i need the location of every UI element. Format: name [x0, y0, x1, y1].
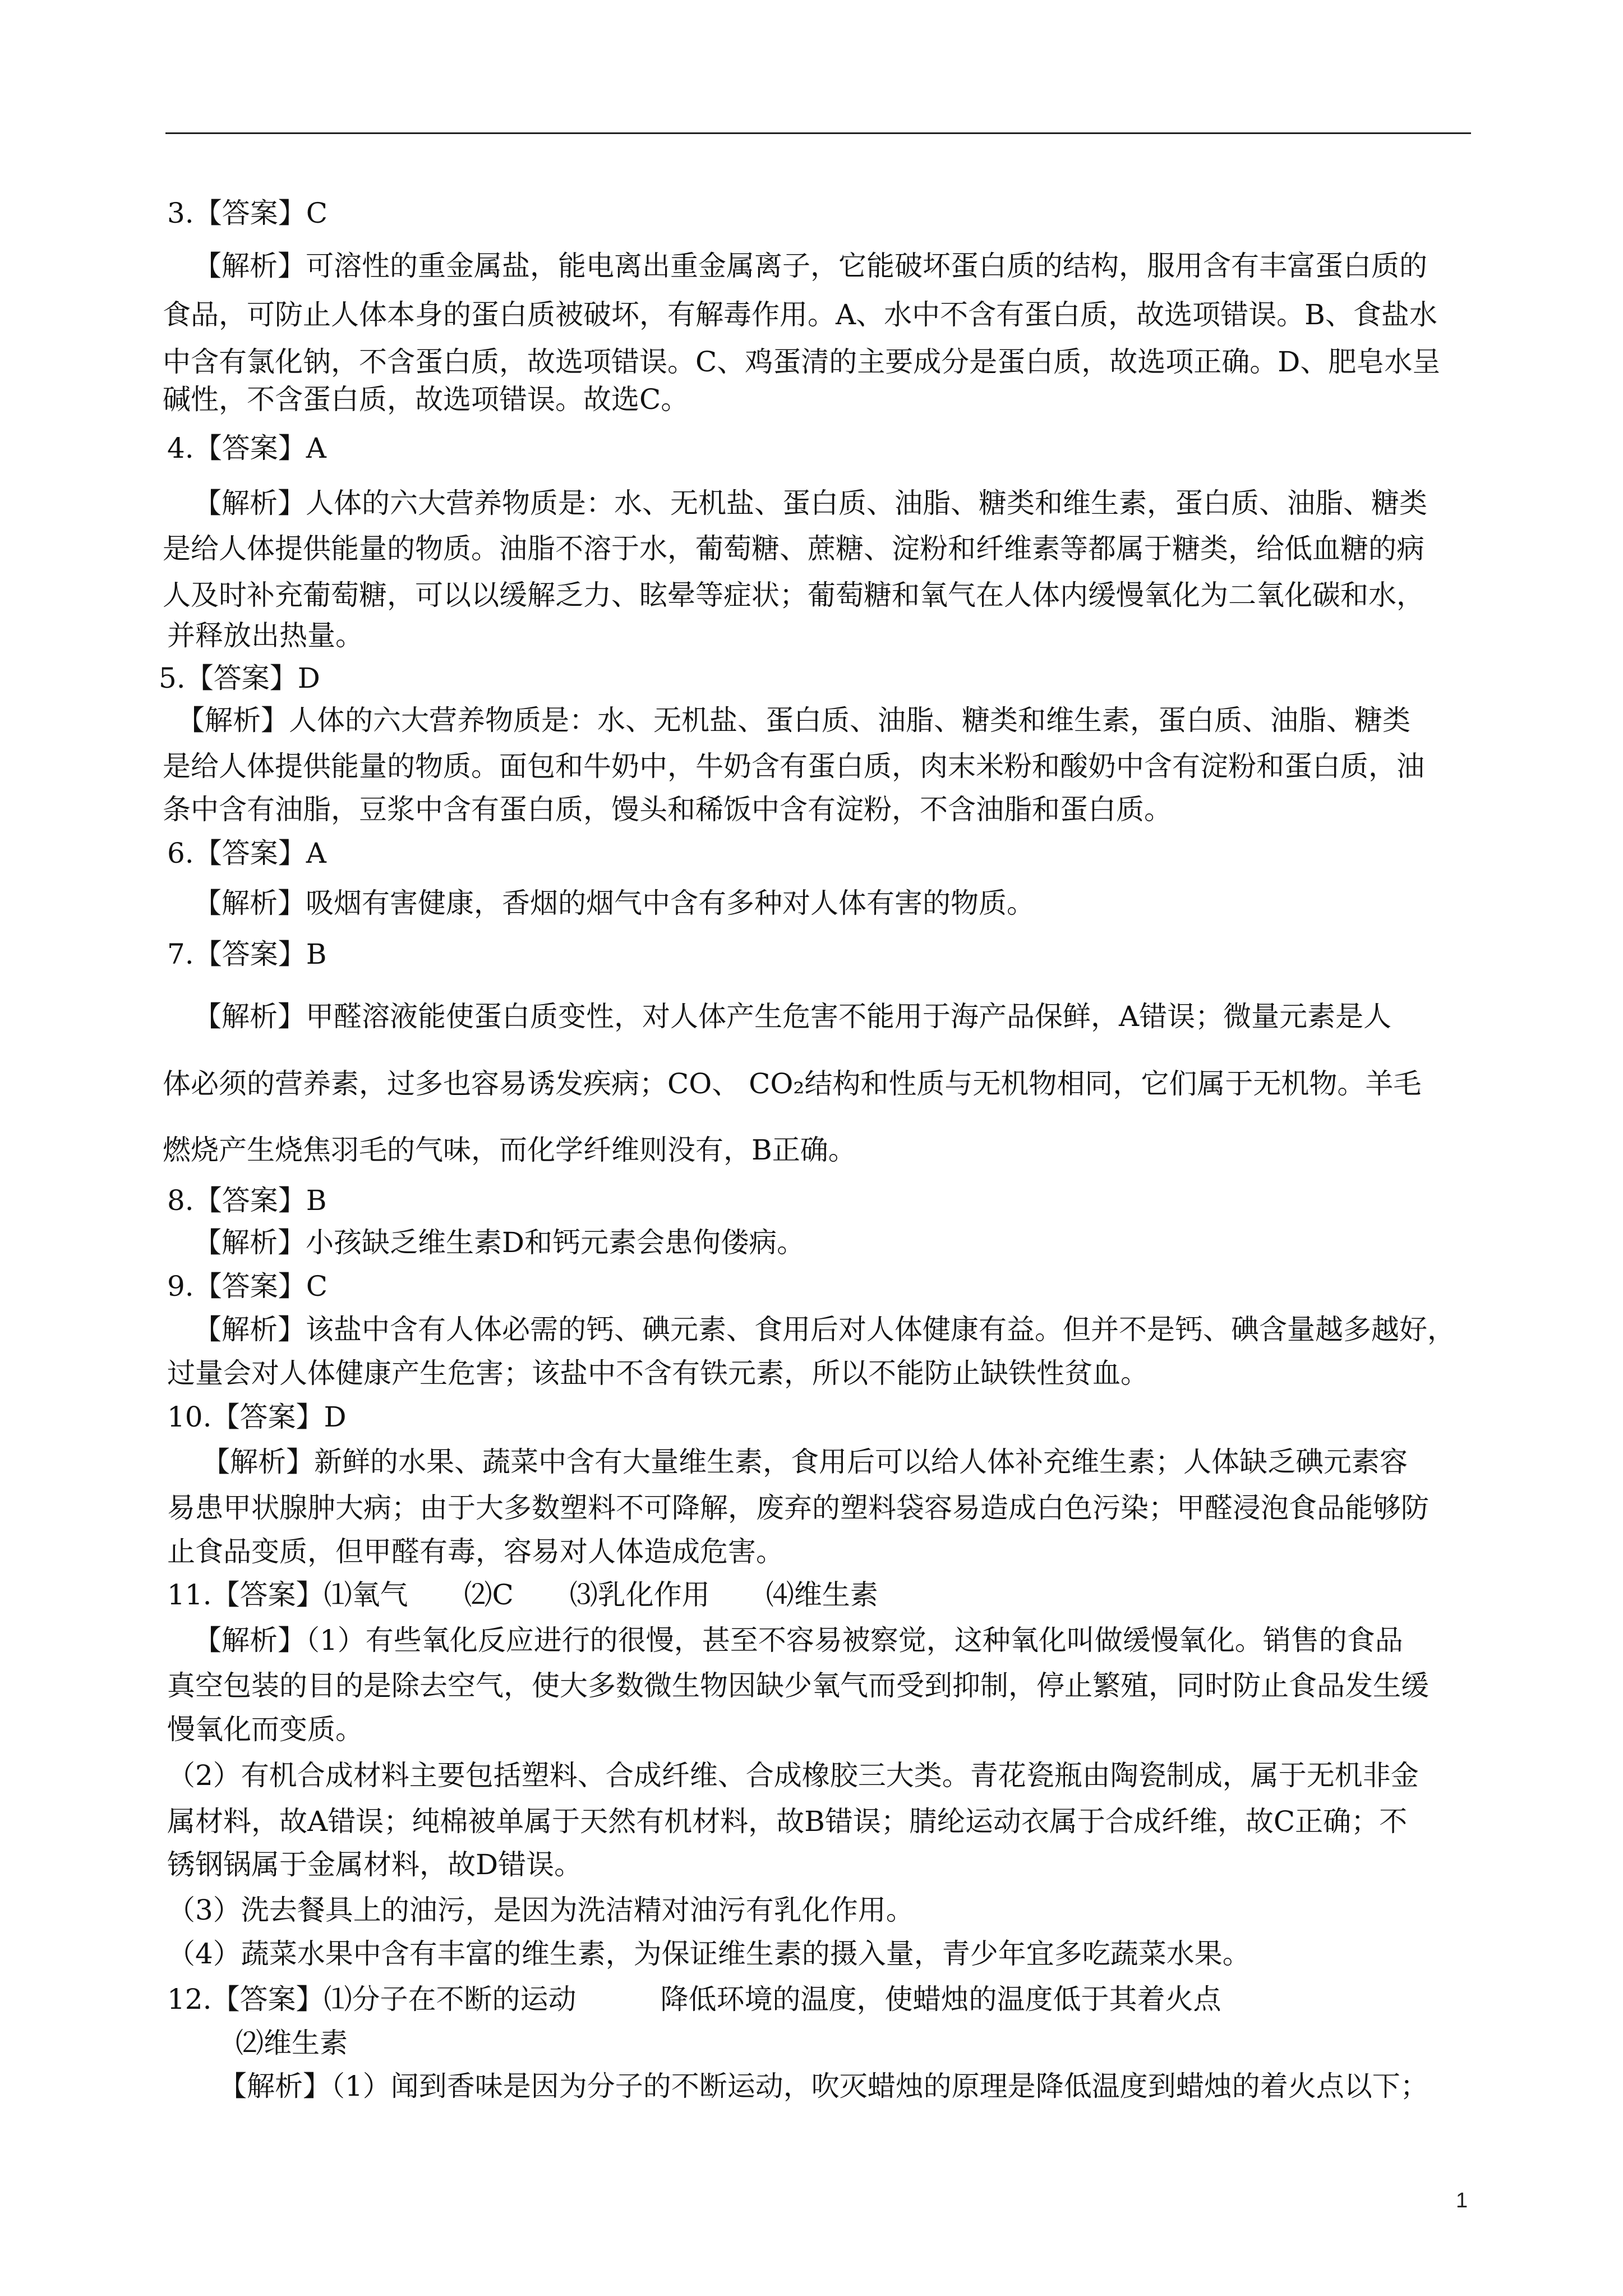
- text-line: 11.【答案】⑴氧气 ⑵C ⑶乳化作用 ⑷维生素: [167, 1579, 878, 1611]
- text-line: 食品，可防止人体本身的蛋白质被破坏，有解毒作用。A、水中不含有蛋白质，故选项错误。B、食盐水: [163, 298, 1437, 331]
- text-line: ⑵维生素: [236, 2027, 348, 2059]
- text-line: 6.【答案】A: [167, 837, 326, 869]
- text-line: 7.【答案】B: [167, 938, 327, 970]
- text-line: 10.【答案】D: [167, 1401, 347, 1433]
- text-line: 真空包装的目的是除去空气，使大多数微生物因缺少氧气而受到抑制，停止繁殖，同时防止食品发生缓: [167, 1669, 1429, 1702]
- text-line: （2）有机合成材料主要包括塑料、合成纤维、合成橡胶三大类。青花瓷瓶由陶瓷制成，属于无机非金: [167, 1759, 1419, 1792]
- text-line: 体必须的营养素，过多也容易诱发疾病；CO、 CO₂结构和性质与无机物相同，它们属于无机物。羊毛: [163, 1068, 1422, 1100]
- text-line: 中含有氯化钠，不含蛋白质，故选项错误。C、鸡蛋清的主要成分是蛋白质，故选项正确。D、肥皂水呈: [163, 346, 1441, 378]
- text-line: 易患甲状腺肿大病；由于大多数塑料不可降解，废弃的塑料袋容易造成白色污染；甲醛浸泡食品能够防: [167, 1492, 1429, 1524]
- text-line: 慢氧化而变质。: [167, 1713, 363, 1746]
- text-line: 【解析】甲醛溶液能使蛋白质变性，对人体产生危害不能用于海产品保鲜，A错误；微量元素是人: [193, 1000, 1392, 1033]
- text-line: （4）蔬菜水果中含有丰富的维生素，为保证维生素的摄入量，青少年宜多吃蔬菜水果。: [167, 1938, 1251, 1970]
- header-rule: [165, 132, 1471, 134]
- text-line: 5.【答案】D: [159, 662, 320, 694]
- text-line: 【解析】可溶性的重金属盐，能电离出重金属离子，它能破坏蛋白质的结构，服用含有丰富蛋白质的: [193, 250, 1427, 282]
- text-line: 属材料，故A错误；纯棉被单属于天然有机材料，故B错误；腈纶运动衣属于合成纤维，故C正确；不: [167, 1805, 1408, 1838]
- text-line: 【解析】人体的六大营养物质是：水、无机盐、蛋白质、油脂、糖类和维生素，蛋白质、油脂、糖类: [177, 704, 1410, 737]
- text-line: 条中含有油脂，豆浆中含有蛋白质，馒头和稀饭中含有淀粉，不含油脂和蛋白质。: [163, 793, 1172, 826]
- text-line: 【解析】吸烟有害健康，香烟的烟气中含有多种对人体有害的物质。: [193, 887, 1035, 919]
- text-line: 【解析】小孩缺乏维生素D和钙元素会患佝偻病。: [193, 1226, 805, 1259]
- text-line: 过量会对人体健康产生危害；该盐中不含有铁元素，所以不能防止缺铁性贫血。: [167, 1357, 1149, 1389]
- text-line: 4.【答案】A: [167, 432, 326, 464]
- text-line: 【解析】新鲜的水果、蔬菜中含有大量维生素，食用后可以给人体补充维生素；人体缺乏碘元素容: [202, 1446, 1408, 1478]
- text-line: 并释放出热量。: [167, 619, 363, 652]
- text-line: 8.【答案】B: [167, 1184, 327, 1217]
- text-line: 9.【答案】C: [167, 1270, 328, 1303]
- text-line: 碱性，不含蛋白质，故选项错误。故选C。: [163, 383, 689, 416]
- text-line: 【解析】该盐中含有人体必需的钙、碘元素、食用后对人体健康有益。但并不是钙、碘含量越多越好，: [193, 1313, 1455, 1346]
- text-line: 是给人体提供能量的物质。油脂不溶于水，葡萄糖、蔗糖、淀粉和纤维素等都属于糖类，给低血糖的病: [163, 532, 1424, 565]
- page-number: 1: [1456, 2189, 1468, 2212]
- text-line: 【解析】（1）有些氧化反应进行的很慢，甚至不容易被察觉，这种氧化叫做缓慢氧化。销售的食品: [193, 1624, 1403, 1657]
- text-line: 【解析】人体的六大营养物质是：水、无机盐、蛋白质、油脂、糖类和维生素，蛋白质、油脂、糖类: [193, 487, 1427, 519]
- text-line: 3.【答案】C: [167, 197, 328, 229]
- text-line: 人及时补充葡萄糖，可以以缓解乏力、眩晕等症状；葡萄糖和氧气在人体内缓慢氧化为二氧化碳和水，: [163, 579, 1424, 611]
- text-line: 是给人体提供能量的物质。面包和牛奶中，牛奶含有蛋白质，肉末米粉和酸奶中含有淀粉和蛋白质，油: [163, 750, 1424, 783]
- text-line: 锈钢锅属于金属材料，故D错误。: [167, 1848, 583, 1881]
- text-line: （3）洗去餐具上的油污，是因为洗洁精对油污有乳化作用。: [167, 1894, 914, 1926]
- text-line: 止食品变质，但甲醛有毒，容易对人体造成危害。: [167, 1535, 784, 1568]
- text-line: 燃烧产生烧焦羽毛的气味，而化学纤维则没有，B正确。: [163, 1134, 856, 1166]
- text-line: 【解析】（1）闻到香味是因为分子的不断运动，吹灭蜡烛的原理是降低温度到蜡烛的着火点以下；: [219, 2070, 1428, 2102]
- text-line: 12.【答案】⑴分子在不断的运动 降低环境的温度，使蜡烛的温度低于其着火点: [167, 1983, 1221, 2016]
